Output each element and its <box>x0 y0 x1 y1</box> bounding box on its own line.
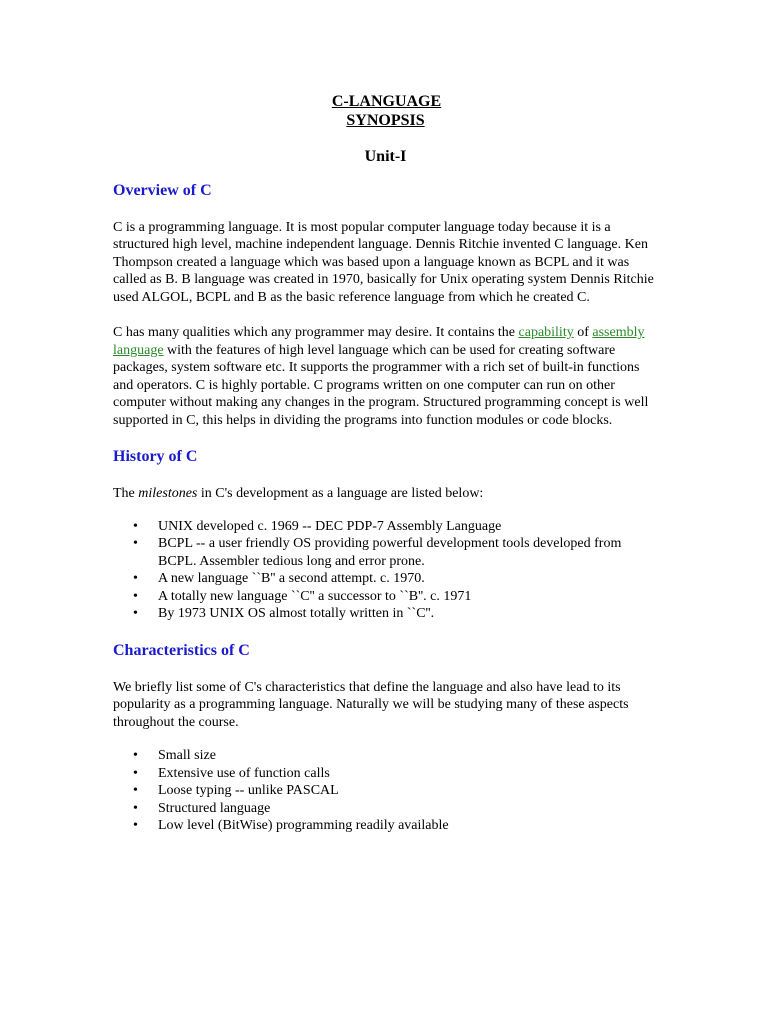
list-item: • Low level (BitWise) programming readily available <box>158 817 658 835</box>
list-item: • A new language ``B'' a second attempt. c. 1970. <box>158 570 658 588</box>
overview-paragraph-1: C is a programming language. It is most popular computer language today because it is a structured high level, machine independent language. Dennis Ritchie invented C language. Ken Thompson created a language which was based upon a language known as BCPL and it was called as B. B language was created in 1970, basically for Unix operating system Dennis Ritchie used ALGOL, BCPL and B as the basic reference language from which he created C. <box>113 219 654 305</box>
history-intro <box>113 485 658 503</box>
overview-paragraph-2-end: with the features of high level language which can be used for creating software packages, system software etc. It supports the programmer with a rich set of built-in functions and operators. C is highly portable. C programs written on one computer can run on other computer without making any changes in the program. Structured programming concept is well supported in C, this helps in dividing the programs into function modules or code blocks. <box>113 342 649 428</box>
list-item: • A totally new language ``C'' a successor to ``B''. c. 1971 <box>158 588 658 606</box>
unit-heading: Unit-I <box>364 148 407 165</box>
capability-link[interactable]: capability <box>518 325 574 340</box>
list-item: • Small size <box>158 747 658 765</box>
document-page <box>113 92 658 835</box>
list-item: • Loose typing -- unlike PASCAL <box>158 782 658 800</box>
list-item: • Extensive use of function calls <box>158 765 658 783</box>
list-item: • By 1973 UNIX OS almost totally written in ``C''. <box>158 605 658 623</box>
history-intro-end: in C's development as a language are listed below: <box>197 486 484 501</box>
history-intro-emphasis: milestones <box>138 486 198 501</box>
characteristics-intro: We briefly list some of C's characteristics that define the language and also have lead to its popularity as a programming language. Naturally we will be studying many of these aspects throughout the course. <box>113 679 629 730</box>
overview-paragraph-2-start: C has many qualities which any programmer may desire. It contains the <box>113 325 519 340</box>
overview-paragraph-2 <box>113 324 658 429</box>
document-title <box>113 92 658 130</box>
title-line-1: C-LANGUAGE <box>331 93 442 110</box>
overview-paragraph-2-mid: of <box>573 325 593 340</box>
overview-heading: Overview of C <box>113 181 212 199</box>
characteristics-list <box>113 747 658 835</box>
history-intro-start: The <box>113 486 139 501</box>
list-item: • BCPL -- a user friendly OS providing powerful development tools developed from BCPL. Assembler tedious long and error prone. <box>158 535 658 570</box>
list-item: • Structured language <box>158 800 658 818</box>
title-line-2: SYNOPSIS <box>346 112 425 129</box>
characteristics-heading: Characteristics of C <box>113 641 250 659</box>
history-list <box>113 518 658 623</box>
list-item: • UNIX developed c. 1969 -- DEC PDP-7 Assembly Language <box>158 518 658 536</box>
history-heading: History of C <box>113 448 198 465</box>
assembly-language-link[interactable]: assembly language <box>113 325 645 358</box>
